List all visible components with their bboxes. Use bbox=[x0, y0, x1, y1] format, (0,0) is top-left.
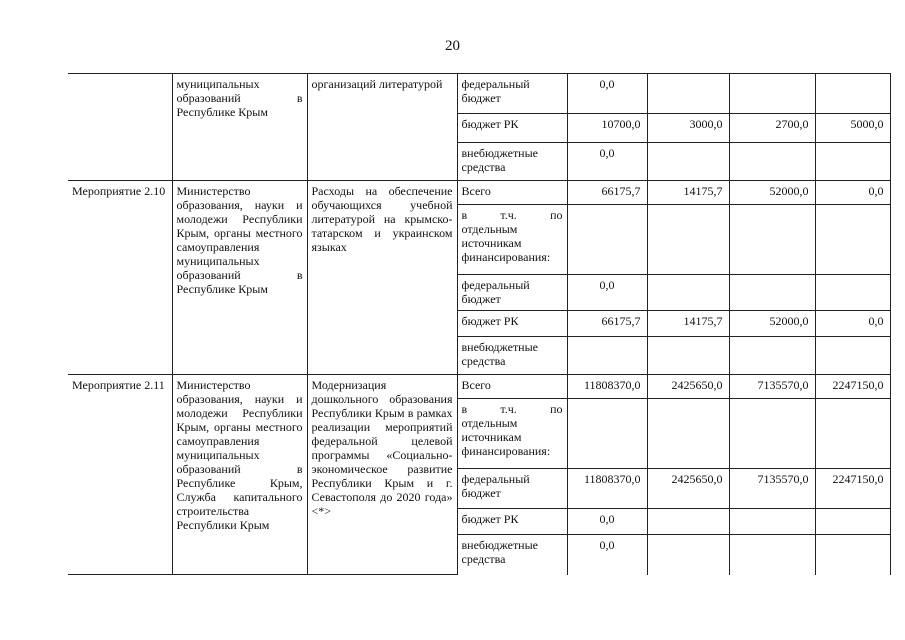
source-label: Всего bbox=[457, 375, 567, 399]
table-row bbox=[68, 181, 890, 205]
source-label: внебюджетные средства bbox=[457, 337, 567, 375]
value-cell bbox=[647, 509, 729, 535]
value-cell bbox=[647, 74, 729, 114]
event-name: Мероприятие 2.11 bbox=[68, 375, 172, 575]
table-row bbox=[68, 375, 890, 399]
source-label-incl bbox=[457, 205, 567, 275]
value-cell bbox=[567, 399, 647, 469]
value-cell bbox=[815, 399, 890, 469]
value-cell bbox=[815, 509, 890, 535]
value-cell bbox=[729, 337, 815, 375]
source-label: внебюджетные средства bbox=[457, 535, 567, 575]
value-cell: 52000,0 bbox=[729, 181, 815, 205]
value-cell: 10700,0 bbox=[567, 114, 647, 143]
value-cell: 2247150,0 bbox=[815, 375, 890, 399]
source-label: внебюджетные средства bbox=[457, 143, 567, 181]
value-cell bbox=[647, 143, 729, 181]
value-cell: 0,0 bbox=[815, 181, 890, 205]
agency-cell: Министерство образования, науки и молодежи Республики Крым, органы местного самоуправления муниципальных образований в Республике Крым bbox=[172, 181, 307, 375]
event-name: Мероприятие 2.10 bbox=[68, 181, 172, 375]
agency-cell: муниципальных образований в Республике Крым bbox=[172, 74, 307, 181]
value-cell bbox=[815, 205, 890, 275]
value-cell: 7135570,0 bbox=[729, 375, 815, 399]
purpose-cell: организаций литературой bbox=[307, 74, 457, 181]
value-cell bbox=[815, 143, 890, 181]
source-label: федеральный бюджет bbox=[457, 469, 567, 509]
value-cell bbox=[567, 205, 647, 275]
incl-rest: отдельным источникам финансирования: bbox=[461, 416, 551, 458]
value-cell: 0,0 bbox=[567, 275, 647, 311]
source-label: федеральный бюджет bbox=[457, 275, 567, 311]
incl-rest: отдельным источникам финансирования: bbox=[461, 222, 551, 264]
value-cell bbox=[815, 74, 890, 114]
source-label: бюджет РК bbox=[457, 114, 567, 143]
incl-b: т.ч. bbox=[500, 208, 517, 222]
source-label: федеральный бюджет bbox=[457, 74, 567, 114]
purpose-cell: Расходы на обеспечение обучающихся учебной литературой на крымско-татарском и украинском языках bbox=[307, 181, 457, 375]
value-cell: 66175,7 bbox=[567, 181, 647, 205]
value-cell: 0,0 bbox=[567, 509, 647, 535]
value-cell bbox=[815, 535, 890, 575]
value-cell bbox=[729, 535, 815, 575]
source-label: бюджет РК bbox=[457, 311, 567, 337]
page-number: 20 bbox=[445, 38, 460, 54]
value-cell bbox=[647, 205, 729, 275]
budget-table bbox=[68, 73, 891, 575]
value-cell: 2425650,0 bbox=[647, 469, 729, 509]
source-label: бюджет РК bbox=[457, 509, 567, 535]
value-cell bbox=[647, 337, 729, 375]
value-cell: 11808370,0 bbox=[567, 375, 647, 399]
value-cell: 11808370,0 bbox=[567, 469, 647, 509]
value-cell bbox=[567, 337, 647, 375]
incl-c: по bbox=[550, 208, 563, 222]
source-label: Всего bbox=[457, 181, 567, 205]
incl-a: в bbox=[461, 402, 468, 416]
value-cell: 3000,0 bbox=[647, 114, 729, 143]
value-cell: 14175,7 bbox=[647, 181, 729, 205]
value-cell bbox=[647, 535, 729, 575]
value-cell: 7135570,0 bbox=[729, 469, 815, 509]
incl-b: т.ч. bbox=[500, 402, 517, 416]
incl-c: по bbox=[550, 402, 563, 416]
value-cell bbox=[647, 399, 729, 469]
value-cell: 0,0 bbox=[567, 74, 647, 114]
agency-cell: Министерство образования, науки и молодежи Республики Крым, органы местного самоуправления муниципальных образований в Республике Крым, Служба капитального строительства Республики Крым bbox=[172, 375, 307, 575]
value-cell: 66175,7 bbox=[567, 311, 647, 337]
value-cell: 0,0 bbox=[567, 535, 647, 575]
value-cell bbox=[729, 205, 815, 275]
value-cell bbox=[729, 399, 815, 469]
value-cell bbox=[729, 143, 815, 181]
value-cell bbox=[815, 337, 890, 375]
value-cell bbox=[729, 74, 815, 114]
value-cell bbox=[729, 275, 815, 311]
purpose-cell: Модернизация дошкольного образования Республики Крым в рамках реализации мероприятий федеральной целевой программы «Социально-экономическое развитие Республики Крым и г. Севастополя до 2020 года» <*> bbox=[307, 375, 457, 575]
value-cell: 0,0 bbox=[567, 143, 647, 181]
incl-a: в bbox=[461, 208, 468, 222]
value-cell: 2247150,0 bbox=[815, 469, 890, 509]
value-cell: 5000,0 bbox=[815, 114, 890, 143]
source-label-incl bbox=[457, 399, 567, 469]
value-cell: 14175,7 bbox=[647, 311, 729, 337]
value-cell: 2700,0 bbox=[729, 114, 815, 143]
value-cell bbox=[815, 275, 890, 311]
table-row bbox=[68, 74, 890, 114]
value-cell: 52000,0 bbox=[729, 311, 815, 337]
event-cell bbox=[68, 74, 172, 181]
value-cell bbox=[729, 509, 815, 535]
value-cell bbox=[647, 275, 729, 311]
value-cell: 2425650,0 bbox=[647, 375, 729, 399]
value-cell: 0,0 bbox=[815, 311, 890, 337]
